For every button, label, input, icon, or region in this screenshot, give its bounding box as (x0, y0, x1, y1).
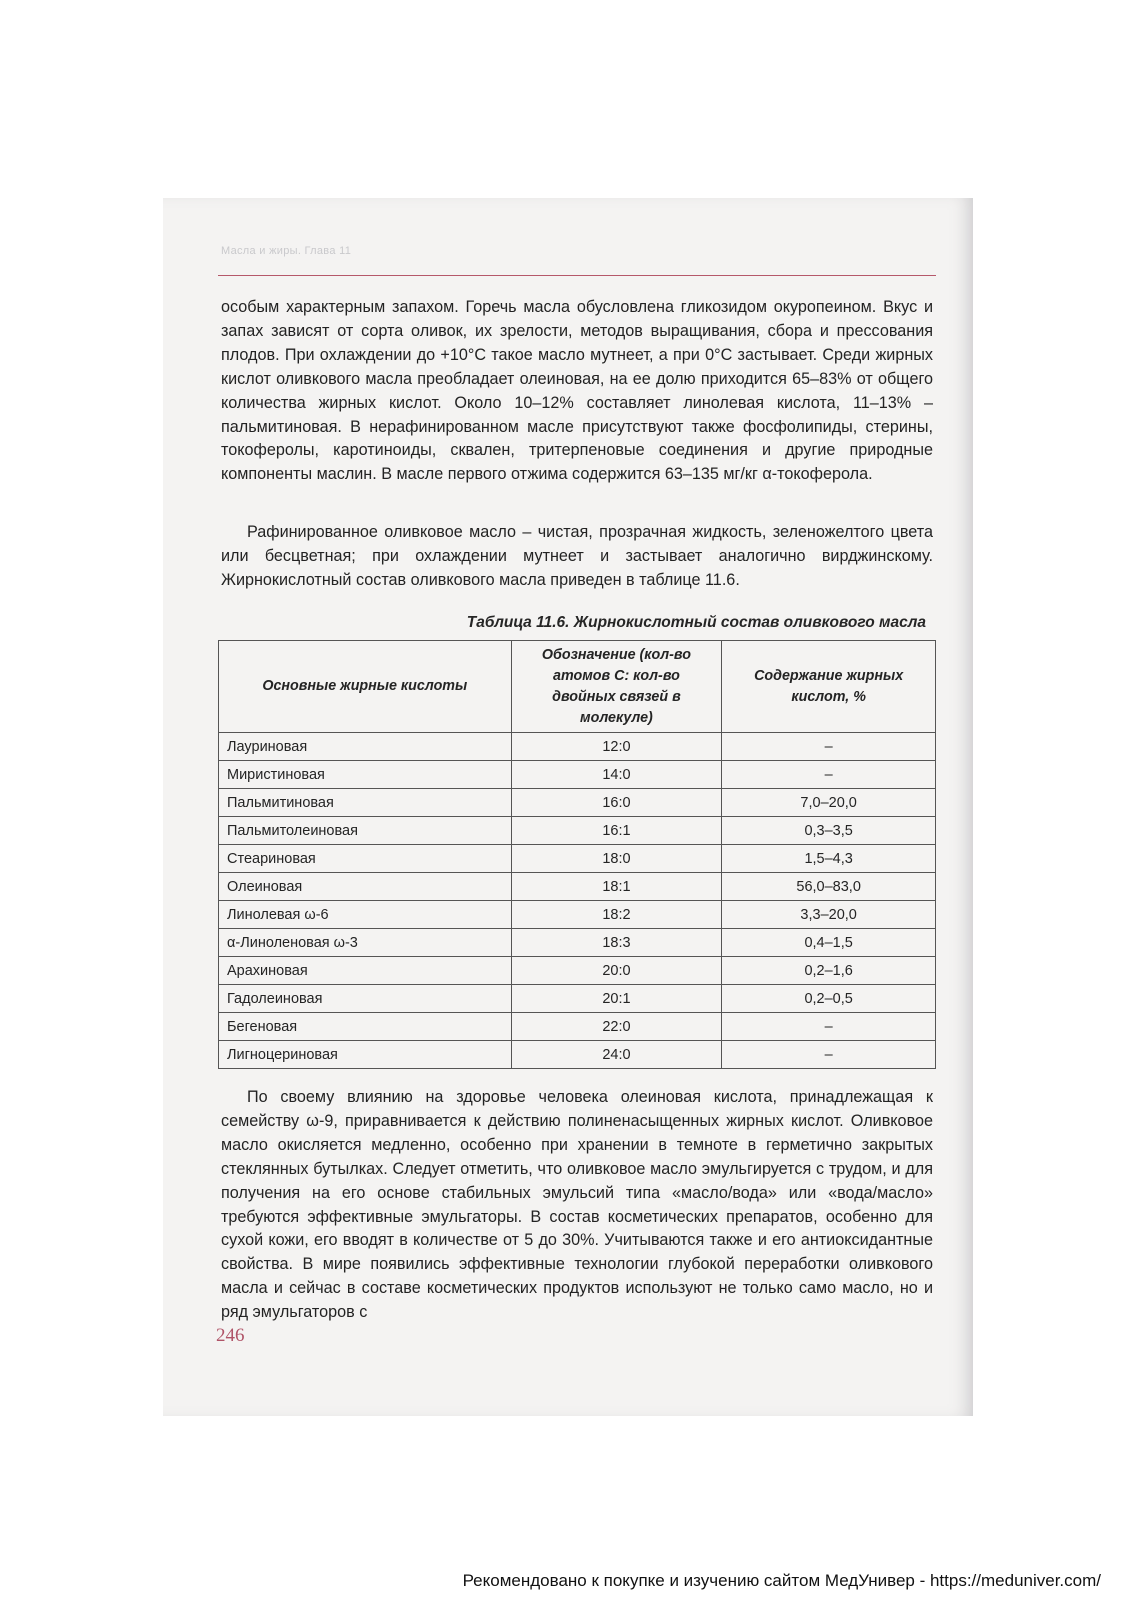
acid-name-cell: Гадолеиновая (219, 985, 512, 1013)
acid-name-cell: Лауриновая (219, 733, 512, 761)
content-cell: 0,2–0,5 (722, 985, 936, 1013)
table-row (219, 733, 936, 761)
notation-cell: 16:1 (511, 817, 722, 845)
paragraph-1: особым характерным запахом. Горечь масла обусловлена гликозидом окуропеином. Вкус и запах зависят от сорта оливок, их зрелости, методов выращивания, сбора и прессования плодов. При охлаждении до +10°С такое масло мутнеет, а при 0°С застывает. Среди жирных кислот оливкового масла преобладает олеиновая, на ее долю приходится 65–83% от общего количества жирных кислот. Около 10–12% составляет линолевая кислота, 11–13% – пальмитиновая. В нерафинированном масле присутствуют также фосфолипиды, стерины, токоферолы, каротиноиды, сквален, тритерпеновые соединения и другие природные компоненты маслин. В масле первого отжима содержится 63–135 мг/кг α-токоферола. (221, 298, 933, 484)
table-row (219, 873, 936, 901)
table-row (219, 1013, 936, 1041)
acid-name-cell: Олеиновая (219, 873, 512, 901)
running-head: Масла и жиры. Глава 11 (221, 245, 352, 257)
table-header-row (219, 641, 936, 733)
table-row (219, 901, 936, 929)
table-row (219, 985, 936, 1013)
acid-name-cell: Лигноцериновая (219, 1041, 512, 1069)
content-cell: 1,5–4,3 (722, 845, 936, 873)
table-row (219, 845, 936, 873)
book-page (163, 198, 973, 1416)
notation-cell: 22:0 (511, 1013, 722, 1041)
content-cell: 3,3–20,0 (722, 901, 936, 929)
content-cell: – (722, 1013, 936, 1041)
acid-name-cell: Миристиновая (219, 761, 512, 789)
header-rule (218, 275, 936, 276)
content-cell: – (722, 761, 936, 789)
acid-name-cell: α-Линоленовая ω-3 (219, 929, 512, 957)
table-row (219, 761, 936, 789)
content-cell: 0,4–1,5 (722, 929, 936, 957)
header-notation: Обозначение (кол-во атомов С: кол-во двойных связей в молекуле) (511, 641, 722, 733)
table-row (219, 929, 936, 957)
content-cell: – (722, 733, 936, 761)
acid-name-cell: Пальмитиновая (219, 789, 512, 817)
acid-name-cell: Линолевая ω-6 (219, 901, 512, 929)
notation-cell: 14:0 (511, 761, 722, 789)
content-cell: 0,2–1,6 (722, 957, 936, 985)
notation-cell: 18:2 (511, 901, 722, 929)
notation-cell: 12:0 (511, 733, 722, 761)
table-row (219, 1041, 936, 1069)
acid-name-cell: Стеариновая (219, 845, 512, 873)
footer-recommendation: Рекомендовано к покупке и изучению сайтом МедУнивер - https://meduniver.com/ (462, 1571, 1101, 1590)
header-acids: Основные жирные кислоты (219, 641, 512, 733)
content-cell: 0,3–3,5 (722, 817, 936, 845)
notation-cell: 20:1 (511, 985, 722, 1013)
notation-cell: 18:0 (511, 845, 722, 873)
acid-name-cell: Пальмитолеиновая (219, 817, 512, 845)
paragraph-3: По своему влиянию на здоровье человека олеиновая кислота, принадлежащая к семейству ω-9, приравнивается к действию полиненасыщенных жирных кислот. Оливковое масло окисляется медленно, особенно при хранении в темноте в герметично закрытых стеклянных бутылках. Следует отметить, что оливковое масло эмульгируется с трудом, и для получения на его основе стабильных эмульсий типа «масло/вода» или «вода/масло» требуются эффективные эмульгаторы. В состав косметических препаратов, особенно для сухой кожи, его вводят в количестве от 5 до 30%. Учитываются также и его антиоксидантные свойства. В мире появились эффективные технологии глубокой переработки оливкового масла и сейчас в составе косметических продуктов используют не только само масло, но и ряд эмульгаторов с (221, 1088, 933, 1322)
content-cell: – (722, 1041, 936, 1069)
table-header (219, 641, 936, 733)
content-cell: 56,0–83,0 (722, 873, 936, 901)
notation-cell: 18:1 (511, 873, 722, 901)
table-caption: Таблица 11.6. Жирнокислотный состав оливкового масла (466, 614, 926, 631)
table-row (219, 789, 936, 817)
table-body (219, 733, 936, 1069)
paragraph-2: Рафинированное оливковое масло – чистая, прозрачная жидкость, зеленожелтого цвета или бесцветная; при охлаждении мутнеет и застывает аналогично вирджинскому. Жирнокислотный состав оливкового масла приведен в таблице 11.6. (221, 523, 933, 589)
content-cell: 7,0–20,0 (722, 789, 936, 817)
acid-name-cell: Бегеновая (219, 1013, 512, 1041)
notation-cell: 16:0 (511, 789, 722, 817)
notation-cell: 20:0 (511, 957, 722, 985)
acid-name-cell: Арахиновая (219, 957, 512, 985)
table-row (219, 957, 936, 985)
page-number: 246 (216, 1325, 245, 1346)
notation-cell: 24:0 (511, 1041, 722, 1069)
notation-cell: 18:3 (511, 929, 722, 957)
fatty-acid-table (218, 640, 936, 1069)
header-content: Содержание жирных кислот, % (722, 641, 936, 733)
table-row (219, 817, 936, 845)
